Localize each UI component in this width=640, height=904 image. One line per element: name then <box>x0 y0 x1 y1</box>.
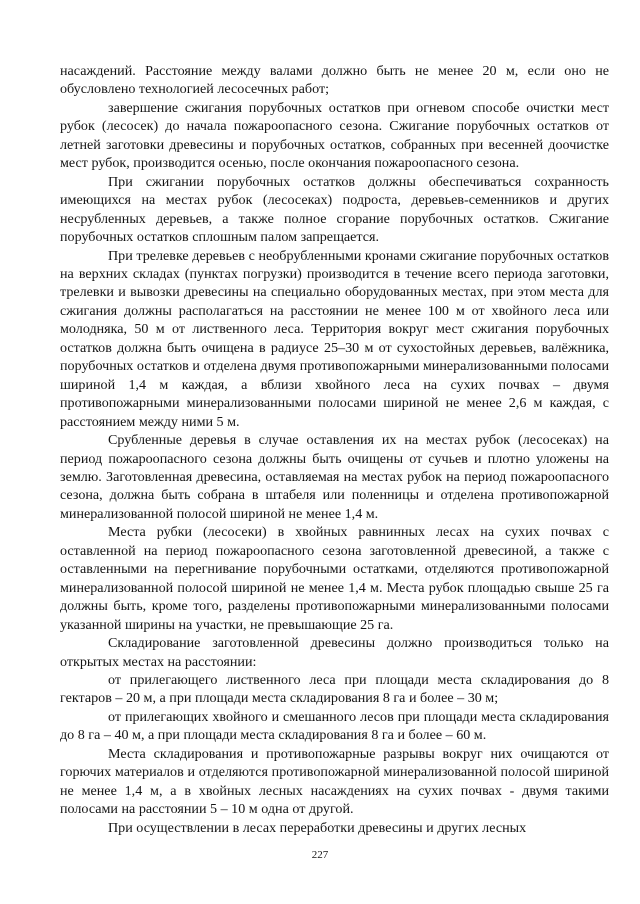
document-body <box>60 62 609 837</box>
paragraph-3: При сжигании порубочных остатков должны обеспечиваться сохранность имеющихся на местах рубок (лесосеках) подроста, деревьев-семенников и других несрубленных деревьев, а также полное сгорание порубочных остатков. Сжигание порубочных остатков сплошным палом запрещается. <box>60 173 609 246</box>
paragraph-11: При осуществлении в лесах переработки древесины и других лесных <box>108 819 527 836</box>
paragraph-1: насаждений. Расстояние между валами должно быть не менее 20 м, если оно не обусловлено технологией лесосечных работ; <box>60 63 609 98</box>
paragraph-6: Места рубки (лесосеки) в хвойных равнинных лесах на сухих почвах с оставленной на период пожароопасного сезона заготовленной древесиной, а также с оставленными на перегнивание порубочными остатками, отделяются противопожарной минерализованной полосой шириной не менее 1,4 м. Места рубок площадью свыше 25 га должны быть, кроме того, разделены противопожарными минерализованными полосами указанной ширины на участки, не превышающие 25 га. <box>60 524 609 633</box>
paragraph-2: завершение сжигания порубочных остатков при огневом способе очистки мест рубок (лесосек) до начала пожароопасного сезона. Сжигание порубочных остатков от летней заготовки древесины и порубочных остатков, собранных при весенней доочистке мест рубок, производится осенью, после окончания пожароопасного сезона. <box>60 99 609 172</box>
paragraph-5: Срубленные деревья в случае оставления их на местах рубок (лесосеках) на период пожароопасного сезона должны быть очищены от сучьев и плотно уложены на землю. Заготовленная древесина, оставляемая на местах рубок на период пожароопасного сезона, должна быть собрана в штабеля или поленницы и отделена противопожарной минерализованной полосой шириной не менее 1,4 м. <box>60 432 609 522</box>
paragraph-9: от прилегающих хвойного и смешанного лесов при площади места складирования до 8 га – 40 м, а при площади места складирования 8 га и более – 60 м. <box>60 708 609 744</box>
paragraph-4: При трелевке деревьев с необрубленными кронами сжигание порубочных остатков на верхних складах (пунктах погрузки) производится в течение всего периода заготовки, трелевки и вывозки древесины на специально оборудованных местах, при этом места для сжигания должны располагаться на расстоянии не менее 100 м от хвойного леса или молодняка, 50 м от лиственного леса. Территория вокруг мест сжигания порубочных остатков должна быть очищена в радиусе 25–30 м от сухостойных деревьев, валёжника, порубочных остатков и отделена двумя противопожарными минерализованными полосами шириной 1,4 м каждая, а вблизи хвойного леса на сухих почвах – двумя противопожарными минерализованными полосами шириной не менее 2,6 м каждая, с расстоянием между ними 5 м. <box>60 247 609 430</box>
paragraph-10: Места складирования и противопожарные разрывы вокруг них очищаются от горючих материалов и отделяются противопожарной минерализованной полосой шириной не менее 1,4 м, а в хвойных лесных насаждениях на сухих почвах - двумя такими полосами на расстоянии 5 – 10 м одна от другой. <box>60 745 609 818</box>
page-number: 227 <box>311 849 329 861</box>
paragraph-8: от прилегающего лиственного леса при площади места складирования до 8 гектаров – 20 м, а при площади места складирования 8 га и более – 30 м; <box>60 671 609 707</box>
paragraph-7: Складирование заготовленной древесины должно производиться только на открытых местах на расстоянии: <box>60 635 609 670</box>
